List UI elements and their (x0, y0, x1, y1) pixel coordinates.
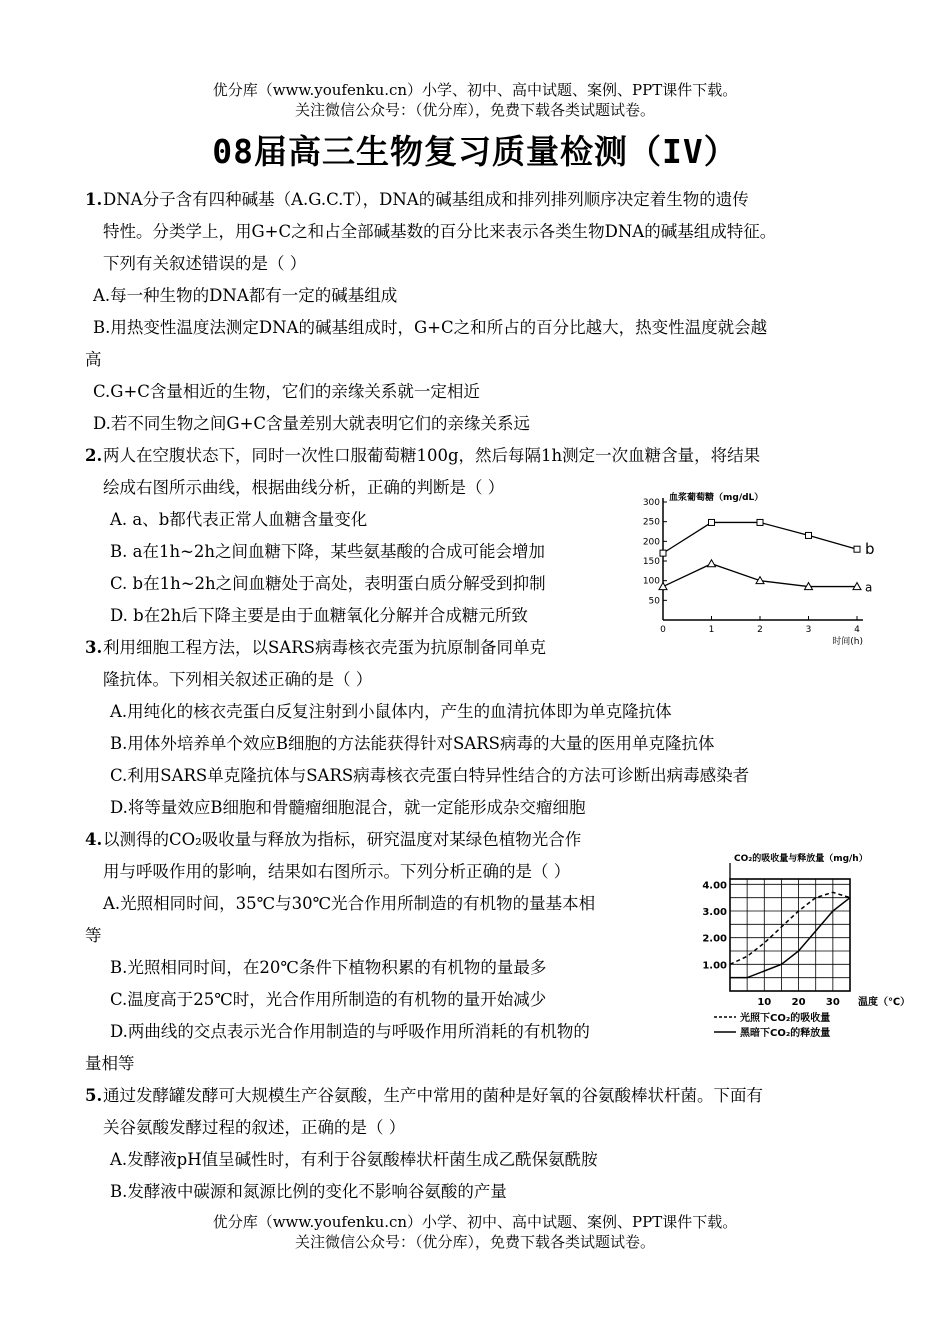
header-line-2: 关注微信公众号：（优分库），免费下载各类试题试卷。 (294, 101, 655, 119)
q3-stem-line-2: 隆抗体。下列相关叙述正确的是（ ） (103, 670, 373, 689)
q4-stem-line-2: 用与呼吸作用的影响，结果如右图所示。下列分析正确的是（ ） (103, 862, 571, 881)
q1-option-b: B.用热变性温度法测定DNA的碱基组成时，G+C之和所占的百分比越大，热变性温度就会越 (93, 318, 768, 337)
series-label-b: b (865, 540, 875, 559)
legend-label: 黑暗下CO₂的释放量 (740, 1028, 831, 1039)
q2-stem-line-1: 两人在空腹状态下，同时一次性口服葡萄糖100g，然后每隔1h测定一次血糖含量，将结果 (103, 446, 761, 465)
x-axis-label: 温度（℃） (858, 997, 911, 1008)
footer-line-1: 优分库（www.youfenku.cn）小学、初中、高中试题、案例、PPT课件下载。 (212, 1213, 738, 1231)
data-point-b (660, 550, 666, 556)
q4-option-d: D.两曲线的交点表示光合作用制造的与呼吸作用所消耗的有机物的 (110, 1022, 590, 1041)
x-tick-label: 4 (854, 625, 860, 635)
q1-option-c: C.G+C含量相近的生物，它们的亲缘关系就一定相近 (93, 382, 480, 401)
page-title: 08届高三生物复习质量检测（IV） (212, 132, 738, 171)
co2-temperature-chart (690, 845, 930, 1065)
q3-stem-line-1: 利用细胞工程方法，以SARS病毒核衣壳蛋为抗原制备同单克 (103, 638, 546, 657)
x-tick-label: 10 (757, 997, 772, 1008)
q5-stem-line-1: 通过发酵罐发酵可大规模生产谷氨酸，生产中常用的菌种是好氧的谷氨酸棒状杆菌。下面有 (103, 1086, 763, 1105)
data-point-a (659, 583, 667, 590)
data-point-b (854, 546, 860, 552)
q3-option-c: C.利用SARS单克隆抗体与SARS病毒核衣壳蛋白特异性结合的方法可诊断出病毒感染者 (110, 766, 750, 785)
q4-option-b: B.光照相同时间，在20℃条件下植物积累的有机物的量最多 (110, 958, 547, 977)
q4-option-a-cont: 等 (85, 926, 102, 945)
blood-glucose-chart (635, 490, 895, 650)
q3-option-a: A.用纯化的核衣壳蛋白反复注射到小鼠体内，产生的血清抗体即为单克隆抗体 (110, 702, 672, 721)
y-tick-label: 1.00 (702, 960, 727, 972)
y-tick-label: 3.00 (702, 907, 727, 918)
plot-frame (730, 879, 850, 991)
q5-option-a: A.发酵液pH值呈碱性时，有利于谷氨酸棒状杆菌生成乙酰保氨酰胺 (110, 1150, 598, 1169)
y-tick-label: 200 (642, 537, 660, 548)
y-tick-label: 250 (642, 517, 660, 528)
data-point-b (757, 519, 763, 525)
footer-line-2: 关注微信公众号：（优分库），免费下载各类试题试卷。 (294, 1233, 655, 1251)
q5-stem-line-2: 关谷氨酸发酵过程的叙述，正确的是（ ） (103, 1118, 406, 1137)
legend-label: 光照下CO₂的吸收量 (740, 1013, 831, 1024)
x-tick-label: 1 (708, 625, 715, 635)
q4-option-d-cont: 量相等 (85, 1054, 135, 1073)
q2-stem-line-2: 绘成右图所示曲线，根据曲线分析，正确的判断是（ ） (103, 478, 505, 497)
y-tick-label: 4.00 (702, 880, 727, 892)
data-point-b (709, 519, 715, 525)
y-tick-label: 300 (642, 498, 660, 508)
series-line-b (663, 522, 857, 553)
q2-option-d: D. b在2h后下降主要是由于血糖氧化分解并合成糖元所致 (110, 606, 528, 625)
q1-option-a: A.每一种生物的DNA都有一定的碱基组成 (93, 286, 398, 305)
q4-option-c: C.温度高于25℃时，光合作用所制造的有机物的量开始减少 (110, 990, 547, 1009)
y-tick-label: 150 (642, 557, 660, 567)
q5-number: 5. (85, 1086, 103, 1105)
q2-option-c: C. b在1h~2h之间血糖处于高处，表明蛋白质分解受到抑制 (110, 574, 546, 593)
q3-option-b: B.用体外培养单个效应B细胞的方法能获得针对SARS病毒的大量的医用单克隆抗体 (110, 734, 715, 753)
q1-option-d: D.若不同生物之间G+C含量差别大就表明它们的亲缘关系远 (93, 414, 531, 433)
q2-option-a: A. a、b都代表正常人血糖含量变化 (110, 510, 368, 529)
q5-option-b: B.发酵液中碳源和氮源比例的变化不影响谷氨酸的产量 (110, 1182, 507, 1201)
chart-title: 血浆葡萄糖（mg/dL） (669, 493, 764, 503)
q3-option-d: D.将等量效应B细胞和骨髓瘤细胞混合，就一定能形成杂交瘤细胞 (110, 798, 586, 817)
q2-option-b: B. a在1h~2h之间血糖下降，某些氨基酸的合成可能会增加 (110, 542, 546, 561)
q1-option-b-cont: 高 (85, 350, 102, 369)
x-axis-label: 时间(h) (832, 637, 863, 647)
x-tick-label: 0 (660, 625, 666, 635)
header-line-1: 优分库（www.youfenku.cn）小学、初中、高中试题、案例、PPT课件下载。 (212, 81, 738, 99)
chart-title: CO₂的吸收量与释放量（mg/h） (734, 854, 868, 864)
q2-number: 2. (85, 446, 103, 465)
data-point-b (806, 532, 812, 538)
y-tick-label: 100 (642, 576, 660, 587)
q4-number: 4. (85, 830, 103, 849)
q1-stem-line-3: 下列有关叙述错误的是（ ） (103, 254, 307, 273)
x-tick-label: 2 (757, 625, 763, 635)
x-tick-label: 3 (805, 625, 812, 635)
x-tick-label: 30 (825, 997, 840, 1008)
x-tick-label: 20 (791, 997, 806, 1008)
q1-stem-line-1: DNA分子含有四种碱基（A.G.C.T），DNA的碱基组成和排列排列顺序决定着生物的遗传 (103, 190, 749, 209)
y-tick-label: 2.00 (702, 933, 727, 945)
q1-stem-line-2: 特性。分类学上，用G+C之和占全部碱基数的百分比来表示各类生物DNA的碱基组成特征。 (103, 222, 777, 241)
q4-option-a: A.光照相同时间，35℃与30℃光合作用所制造的有机物的量基本相 (103, 894, 596, 913)
q3-number: 3. (85, 638, 103, 657)
series-line-0 (730, 892, 850, 964)
series-label-a: a (865, 580, 873, 595)
y-tick-label: 50 (648, 596, 660, 607)
data-point-a (708, 560, 716, 567)
q4-stem-line-1: 以测得的CO₂吸收量与释放为指标，研究温度对某绿色植物光合作 (103, 830, 582, 849)
q1-number: 1. (85, 190, 103, 209)
